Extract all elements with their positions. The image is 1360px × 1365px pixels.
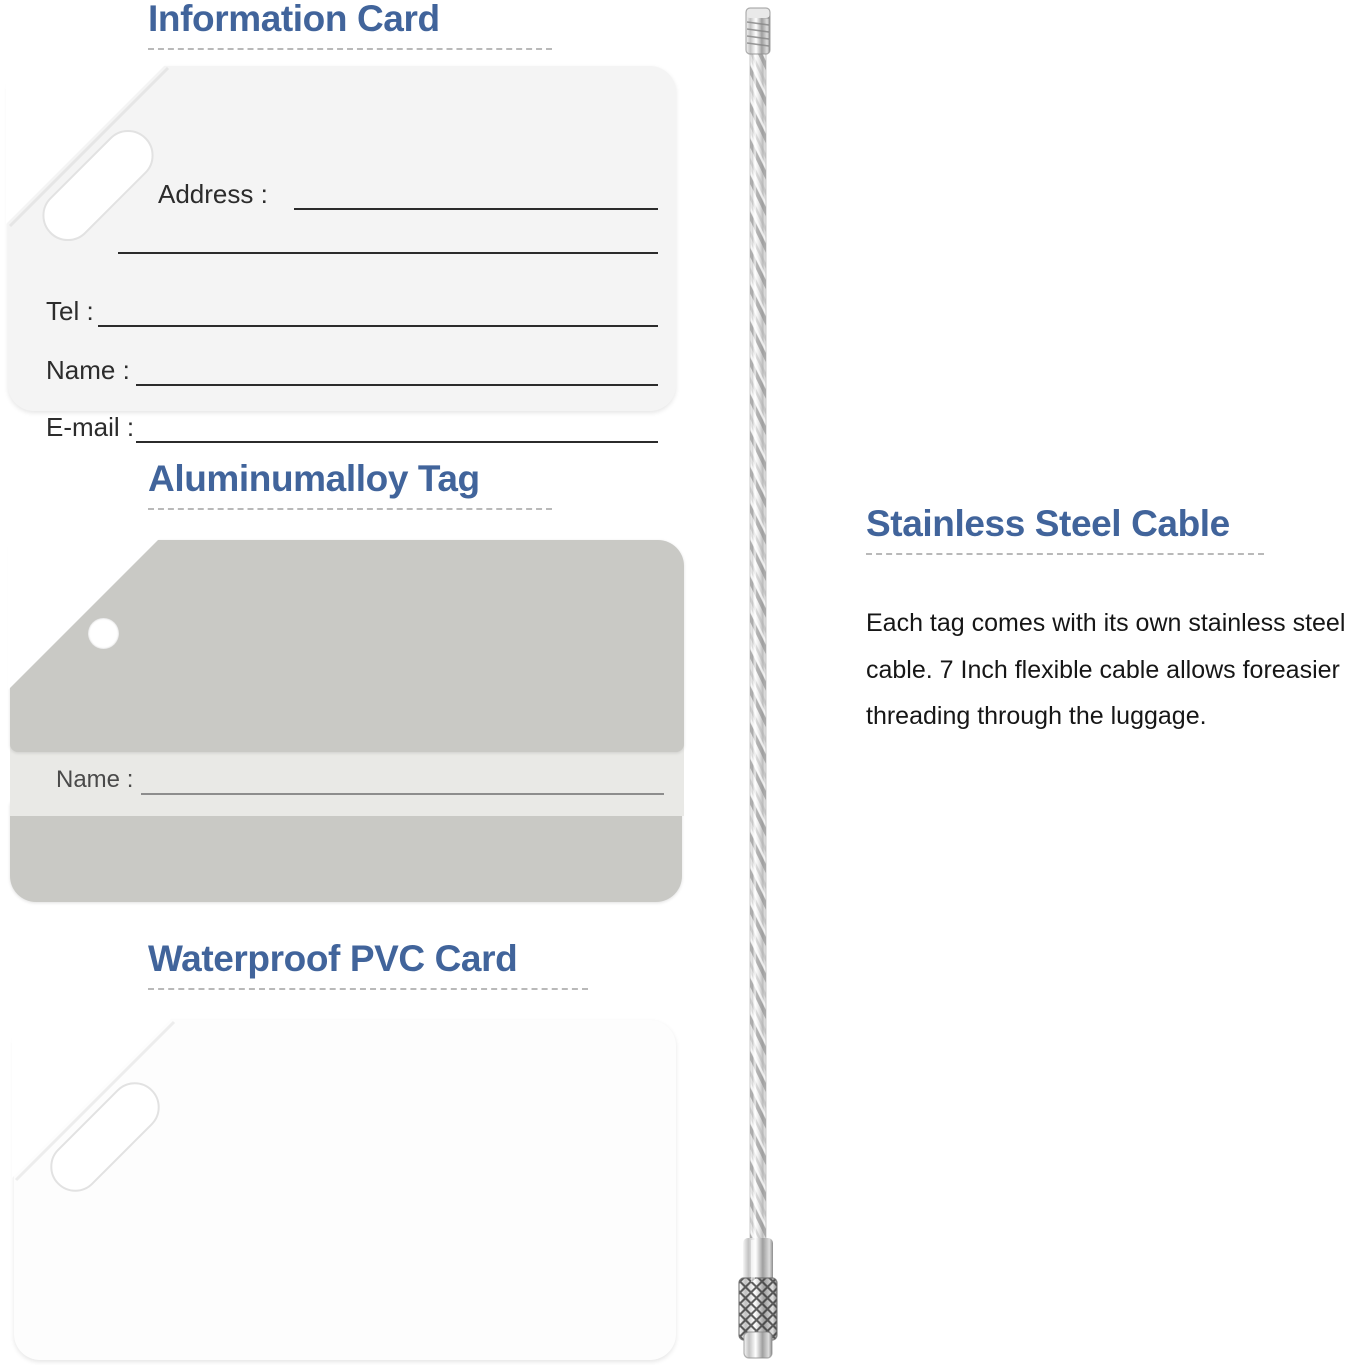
field-label-name: Name : (46, 355, 130, 385)
section-heading-information-card (148, 0, 552, 50)
waterproof-pvc-card-graphic (14, 1020, 676, 1360)
field-label-address: Address : (158, 179, 268, 209)
field-line-alloy-name[interactable] (141, 792, 664, 795)
section-heading-aluminumalloy-tag (148, 460, 552, 510)
field-line-address-2[interactable] (118, 251, 658, 254)
punch-hole-icon (88, 618, 119, 649)
section-heading-waterproof-pvc-card (148, 940, 588, 990)
screw-thread-icon (746, 8, 770, 54)
cable-shaft (740, 30, 780, 1265)
steel-cable-illustration (696, 0, 846, 1360)
aluminumalloy-tag-graphic (8, 540, 698, 902)
heading-divider (148, 48, 552, 50)
field-row-email (46, 414, 658, 443)
field-label-alloy-name: Name : (56, 766, 134, 793)
heading-divider (148, 508, 552, 510)
field-label-tel: Tel : (46, 296, 94, 326)
alloy-corner-cut (8, 538, 160, 690)
alloy-top-plate (10, 540, 684, 752)
field-row-alloy-name (56, 768, 664, 795)
field-row-tel (46, 298, 658, 327)
section-title-aluminumalloy-tag: Aluminumalloy Tag (148, 458, 480, 499)
field-line-name[interactable] (136, 383, 658, 386)
field-label-email: E-mail : (46, 412, 135, 442)
heading-divider (866, 553, 1264, 555)
knurled-barrel-icon (739, 1238, 777, 1358)
section-heading-stainless-steel-cable (866, 505, 1264, 555)
section-title-information-card: Information Card (148, 0, 440, 39)
field-row-address (158, 181, 658, 210)
field-row-address-second-line (118, 251, 658, 254)
heading-divider (148, 988, 588, 990)
section-title-stainless-steel-cable: Stainless Steel Cable (866, 503, 1230, 544)
field-line-email[interactable] (136, 440, 658, 443)
field-line-address[interactable] (294, 207, 658, 210)
steel-cable-icon (696, 0, 846, 1360)
information-card-graphic (8, 66, 676, 442)
section-title-waterproof-pvc-card: Waterproof PVC Card (148, 938, 518, 979)
field-line-tel[interactable] (98, 324, 658, 327)
stainless-steel-cable-description: Each tag comes with its own stainless steel cable. 7 Inch flexible cable allows foreasier threading through the luggage. (866, 609, 1346, 730)
field-row-name (46, 357, 658, 386)
